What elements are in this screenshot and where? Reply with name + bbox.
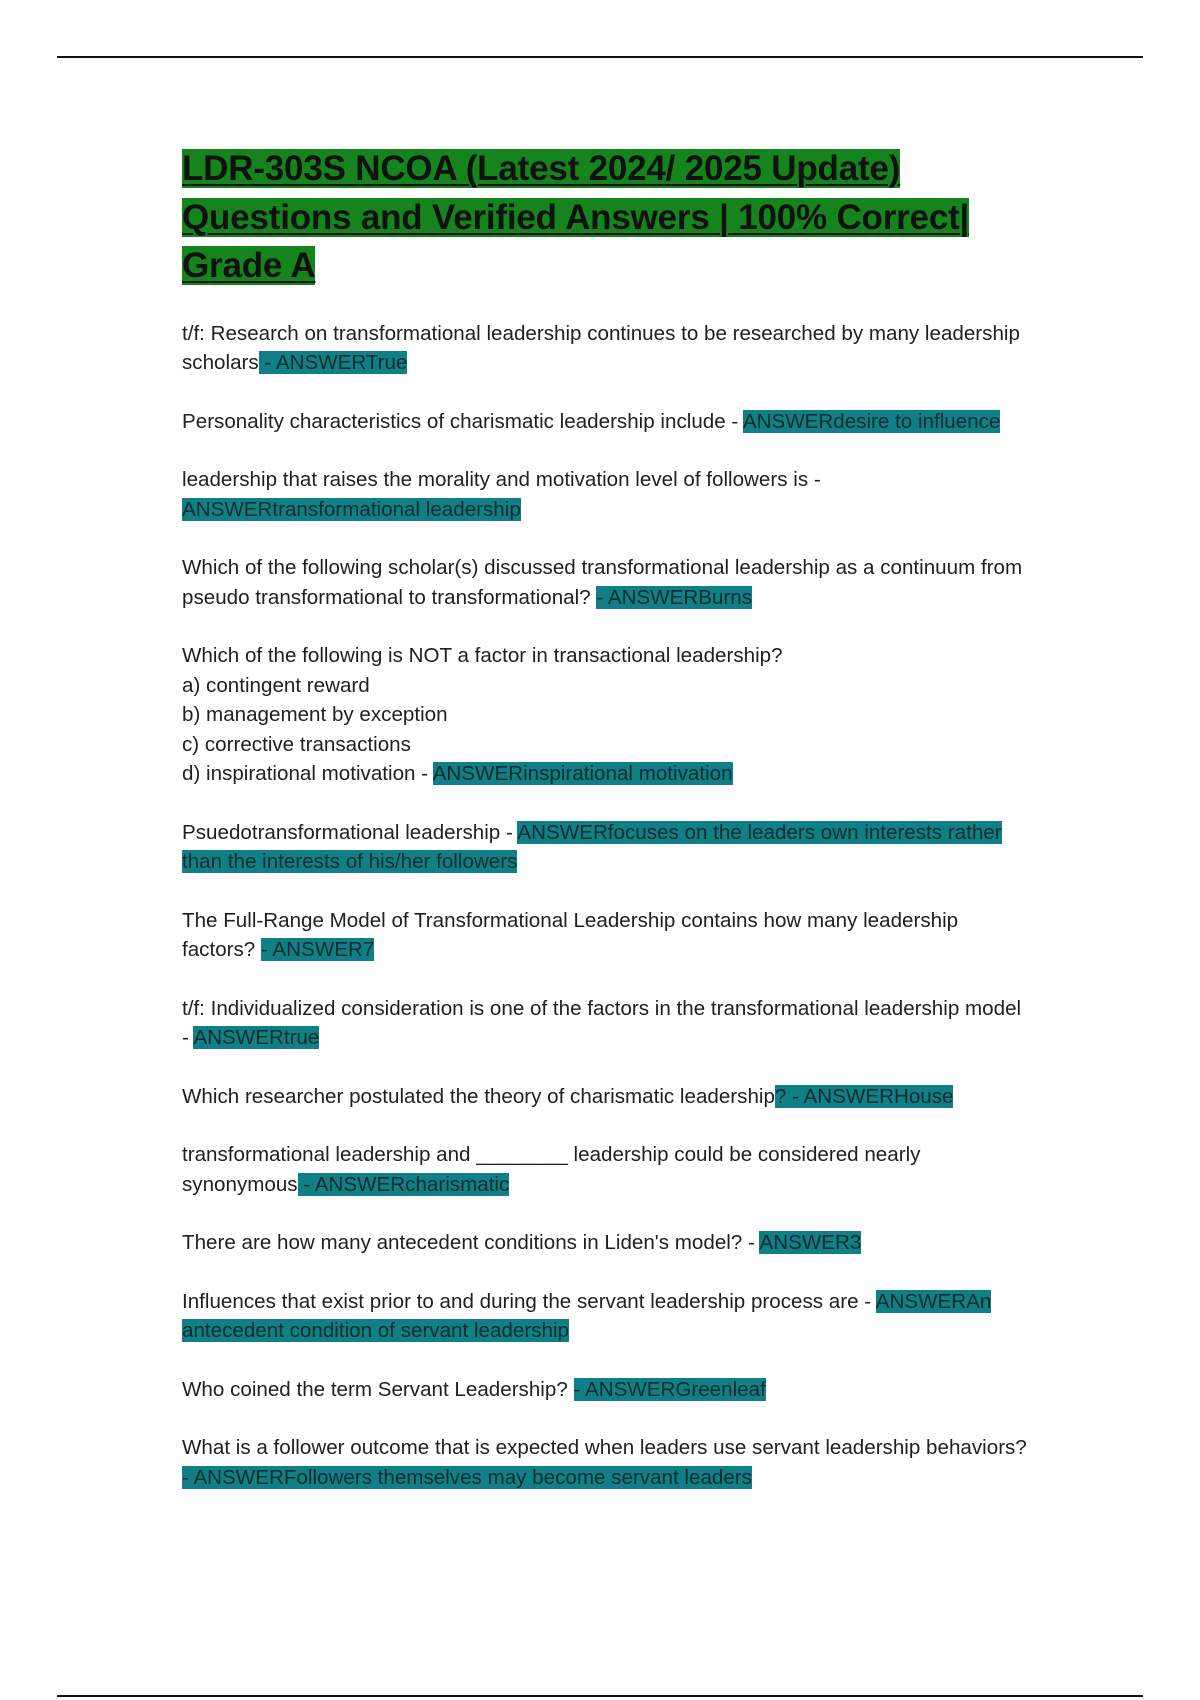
answer-highlight: ? - ANSWERHouse [774,1084,954,1108]
question-text: Which of the following scholar(s) discussed transformational leadership as a continuum from pseudo transformational to transformational? [182,556,1023,609]
top-rule [57,56,1143,58]
question-text: There are how many antecedent conditions in Liden's model? - [182,1231,760,1254]
question-text: Psuedotransformational leadership - [182,820,518,844]
answer-highlight: ANSWERfocuses on the leaders own interests rather than the interests of his/her followers [182,820,1002,873]
document-body [182,145,1032,1521]
answer-highlight: ANSWERdesire to influence [742,409,1001,433]
answer-highlight: - ANSWERGreenleaf [573,1377,766,1401]
answer-highlight: - ANSWERTrue [258,351,408,374]
qa-item [182,818,1032,877]
qa-item [182,1082,1032,1112]
qa-item [182,1433,1032,1492]
question-text: Who coined the term Servant Leadership? [182,1377,574,1401]
question-text: Which researcher postulated the theory of charismatic leadership [182,1084,775,1108]
answer-highlight: - ANSWERFollowers themselves may become servant leaders [182,1465,752,1489]
qa-item [182,994,1032,1053]
answer-highlight: - ANSWERcharismatic [297,1172,510,1196]
qa-item [182,407,1032,437]
question-text: Personality characteristics of charismatic leadership include - [182,409,743,433]
question-text: What is a follower outcome that is expected when leaders use servant leadership behaviors? [182,1436,1027,1459]
qa-item [182,641,1032,789]
question-text: transformational leadership and ________ leadership could be considered nearly synonymous [182,1143,921,1196]
qa-item [182,553,1032,612]
title-highlight: LDR-303S NCOA (Latest 2024/ 2025 Update) Questions and Verified Answers | 100% Correct| Grade A [182,149,970,285]
bottom-rule [57,1695,1143,1697]
qa-item [182,319,1032,378]
qa-item [182,465,1032,524]
answer-highlight: ANSWERtransformational leadership [182,497,521,521]
qa-item [182,1287,1032,1346]
qa-item [182,1228,1032,1258]
answer-highlight: ANSWER3 [759,1231,862,1254]
answer-highlight: - ANSWERBurns [596,585,753,609]
question-text: t/f: Individualized consideration is one of the factors in the transformational leadership model - [182,996,1022,1049]
qa-item [182,906,1032,965]
qa-item [182,1375,1032,1405]
question-text: t/f: Research on transformational leadership continues to be researched by many leadership scholars [182,321,1020,374]
answer-highlight: - ANSWER7 [260,938,375,961]
question-text: Which of the following is NOT a factor in transactional leadership? a) contingent reward b) management by exception c) corrective transactions d) inspirational motivation - [182,644,783,785]
answer-highlight: ANSWERtrue [193,1026,320,1049]
question-text: leadership that raises the morality and motivation level of followers is - [182,468,821,491]
document-title [182,145,1022,291]
question-text: Influences that exist prior to and during the servant leadership process are - [182,1289,876,1313]
question-text: The Full-Range Model of Transformational Leadership contains how many leadership factors? [182,908,959,961]
answer-highlight: ANSWERAn antecedent condition of servant leadership [182,1289,992,1342]
qa-list [182,319,1032,1493]
answer-highlight: ANSWERinspirational motivation [432,762,733,785]
qa-item [182,1140,1032,1199]
